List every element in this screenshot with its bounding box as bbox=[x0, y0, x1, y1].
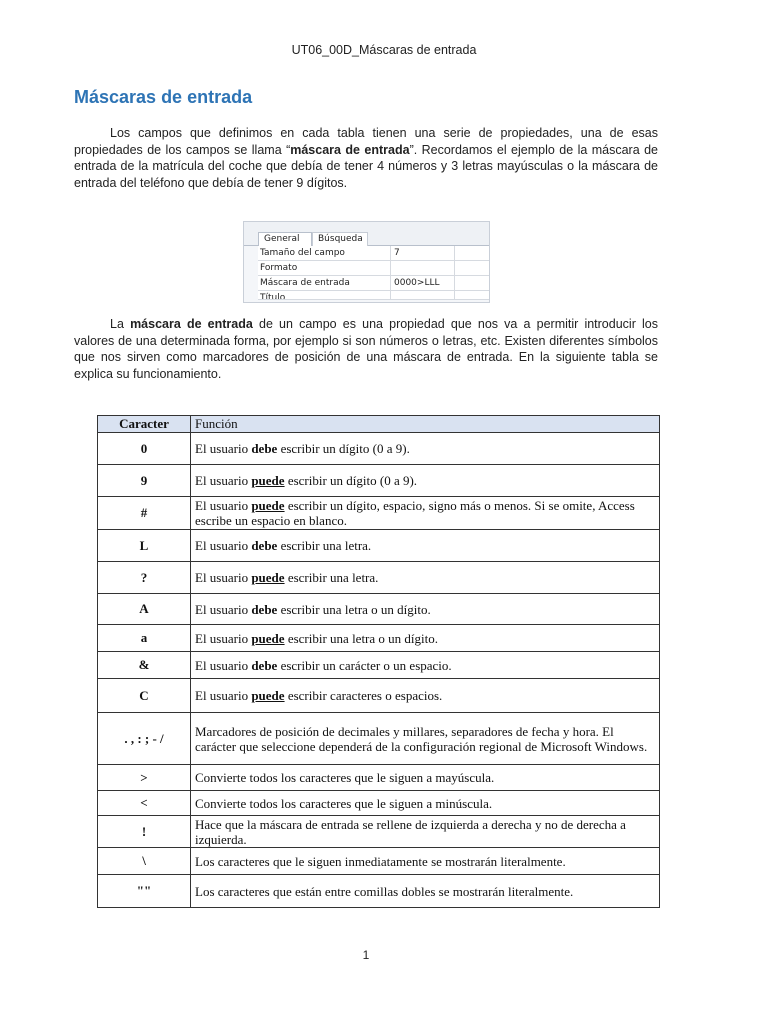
function-text-rest: escribir un carácter o un espacio. bbox=[277, 657, 452, 673]
mask-char-cell: ! bbox=[98, 816, 191, 848]
intro-text-bold: máscara de entrada bbox=[290, 142, 410, 157]
tab-busqueda: Búsqueda bbox=[312, 232, 368, 246]
function-text: El usuario bbox=[195, 657, 252, 673]
function-keyword: puede bbox=[251, 473, 285, 488]
mask-function-cell bbox=[191, 465, 660, 497]
function-text-rest: escribir una letra o un dígito. bbox=[277, 601, 431, 617]
mask-char-cell: L bbox=[98, 530, 191, 562]
property-label: Máscara de entrada bbox=[258, 276, 391, 290]
mask-characters-table bbox=[97, 415, 660, 908]
explanation-paragraph bbox=[74, 316, 658, 382]
property-value: 7 bbox=[391, 246, 455, 260]
mask-function-cell bbox=[191, 816, 660, 848]
page-header: UT06_00D_Máscaras de entrada bbox=[291, 43, 477, 57]
table-row bbox=[98, 848, 660, 875]
mask-char-cell: . , : ; - / bbox=[98, 713, 191, 765]
function-text: Convierte todos los caracteres que le siguen a mayúscula. bbox=[195, 770, 495, 785]
function-text: Marcadores de posición de decimales y millares, separadores de fecha y hora. El carácter que seleccione dependerá de la configuración regional de Microsoft Windows. bbox=[195, 723, 648, 754]
explanation-text-c: de un campo es una propiedad que nos va a permitir introducir los valores de una determinada forma, por ejemplo si son números o letras, etc. Existen diferentes símbolos que nos sirven como marcadores de posición de una máscara de entrada. En la siguiente tabla se explica su funcionamiento. bbox=[74, 317, 658, 381]
mask-function-cell bbox=[191, 652, 660, 679]
function-text: Convierte todos los caracteres que le siguen a minúscula. bbox=[195, 795, 493, 811]
mask-function-cell bbox=[191, 679, 660, 713]
function-text: Los caracteres que están entre comillas dobles se mostrarán literalmente. bbox=[195, 883, 574, 899]
function-keyword: debe bbox=[251, 441, 278, 456]
property-row bbox=[258, 276, 489, 291]
function-text: Los caracteres que le siguen inmediatamente se mostrarán literalmente. bbox=[195, 853, 566, 869]
table-row bbox=[98, 765, 660, 791]
table-row bbox=[98, 562, 660, 594]
mask-function-cell bbox=[191, 875, 660, 908]
table-row bbox=[98, 713, 660, 765]
table-row bbox=[98, 497, 660, 530]
function-text-rest: escribir caracteres o espacios. bbox=[284, 688, 443, 703]
header-funcion: Función bbox=[191, 416, 660, 433]
mask-char-cell: 0 bbox=[98, 433, 191, 465]
table-row bbox=[98, 679, 660, 713]
properties-tab-strip bbox=[244, 222, 489, 246]
function-text-rest: escribir un dígito (0 a 9). bbox=[277, 441, 410, 456]
function-keyword: puede bbox=[251, 630, 285, 646]
function-keyword: puede bbox=[251, 570, 285, 585]
function-text: El usuario bbox=[195, 473, 252, 488]
table-row bbox=[98, 625, 660, 652]
mask-char-cell: < bbox=[98, 791, 191, 816]
mask-char-cell: & bbox=[98, 652, 191, 679]
function-text: El usuario bbox=[195, 441, 252, 456]
property-label: Formato bbox=[258, 261, 391, 275]
table-row bbox=[98, 791, 660, 816]
mask-char-cell: 9 bbox=[98, 465, 191, 497]
function-keyword: debe bbox=[251, 601, 278, 617]
property-label: Título bbox=[258, 291, 391, 299]
table-header-row bbox=[98, 416, 660, 433]
mask-char-cell: > bbox=[98, 765, 191, 791]
function-text: El usuario bbox=[195, 630, 252, 646]
tab-general: General bbox=[258, 232, 312, 246]
function-text-rest: escribir un dígito (0 a 9). bbox=[284, 473, 418, 488]
header-caracter: Caracter bbox=[98, 416, 191, 433]
function-text: Hace que la máscara de entrada se rellene de izquierda a derecha y no de derecha a izquierda. bbox=[195, 816, 626, 847]
function-text-rest: escribir una letra o un dígito. bbox=[284, 630, 438, 646]
function-text: El usuario bbox=[195, 498, 252, 513]
property-row bbox=[258, 261, 489, 276]
mask-function-cell bbox=[191, 530, 660, 562]
table-row bbox=[98, 816, 660, 848]
mask-function-cell bbox=[191, 625, 660, 652]
mask-char-cell: a bbox=[98, 625, 191, 652]
function-text: El usuario bbox=[195, 538, 252, 553]
mask-char-cell: C bbox=[98, 679, 191, 713]
function-text-rest: escribir un dígito, espacio, signo más o menos. Si se omite, Access escribe un espacio en blanco. bbox=[195, 498, 635, 528]
mask-char-cell: # bbox=[98, 497, 191, 530]
function-keyword: puede bbox=[251, 688, 285, 703]
mask-char-cell: "" bbox=[98, 875, 191, 908]
property-label: Tamaño del campo bbox=[258, 246, 391, 260]
function-text: El usuario bbox=[195, 570, 252, 585]
function-text: El usuario bbox=[195, 601, 252, 617]
property-row bbox=[258, 246, 489, 261]
mask-function-cell bbox=[191, 848, 660, 875]
function-keyword: debe bbox=[251, 538, 278, 553]
table-row bbox=[98, 465, 660, 497]
intro-paragraph bbox=[74, 125, 658, 191]
property-value bbox=[391, 291, 455, 299]
table-row bbox=[98, 530, 660, 562]
mask-function-cell bbox=[191, 791, 660, 816]
table-row bbox=[98, 875, 660, 908]
mask-function-cell bbox=[191, 594, 660, 625]
properties-grid bbox=[258, 246, 489, 300]
property-value: 0000>LLL bbox=[391, 276, 455, 290]
mask-function-cell bbox=[191, 713, 660, 765]
mask-function-cell bbox=[191, 497, 660, 530]
intro-text-a: Los campos que definimos en cada tabla tienen una serie de propiedades, una de esas propiedades de los campos se llama “ bbox=[74, 126, 658, 157]
function-text-rest: escribir una letra. bbox=[277, 538, 372, 553]
explanation-text-bold: máscara de entrada bbox=[130, 317, 253, 331]
property-value bbox=[391, 261, 455, 275]
explanation-text-a: La bbox=[110, 317, 131, 331]
function-text-rest: escribir una letra. bbox=[284, 570, 379, 585]
access-properties-screenshot bbox=[243, 221, 490, 303]
mask-char-cell: \ bbox=[98, 848, 191, 875]
page-number: 1 bbox=[362, 948, 370, 962]
mask-function-cell bbox=[191, 765, 660, 791]
table-row bbox=[98, 652, 660, 679]
property-row bbox=[258, 291, 489, 300]
table-row bbox=[98, 594, 660, 625]
mask-function-cell bbox=[191, 433, 660, 465]
mask-function-cell bbox=[191, 562, 660, 594]
intro-text-c: ”. Recordamos el ejemplo de la máscara de entrada de la matrícula del coche que debía de tener 4 números y 3 letras mayúsculas o la máscara de entrada del teléfono que debía de tener 9 dígitos. bbox=[74, 142, 658, 190]
function-text: El usuario bbox=[195, 688, 252, 703]
function-keyword: debe bbox=[251, 657, 278, 673]
section-title: Máscaras de entrada bbox=[74, 87, 253, 107]
mask-char-cell: A bbox=[98, 594, 191, 625]
table-row bbox=[98, 433, 660, 465]
function-keyword: puede bbox=[251, 498, 285, 513]
mask-char-cell: ? bbox=[98, 562, 191, 594]
